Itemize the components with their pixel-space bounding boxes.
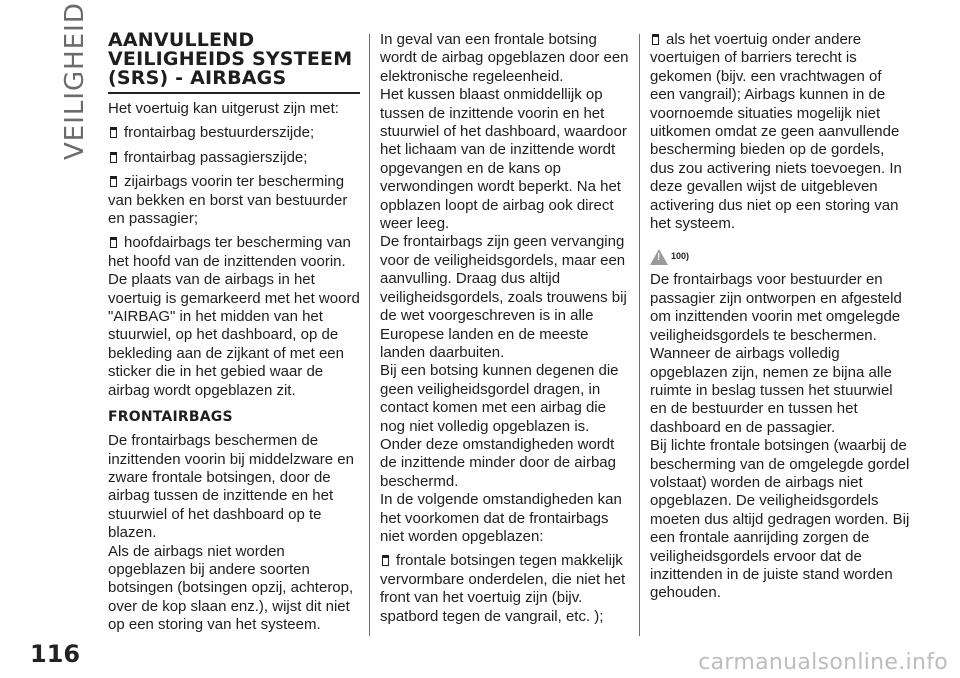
paragraph: De frontairbags beschermen de inzittenden voorin bij middelzware en zware frontale botsingen, door de airbag tussen de inzittende en het stuurwiel of het dashboard op te blazen. bbox=[108, 432, 354, 542]
list-item: hoofdairbags ter bescherming van het hoofd van de inzittenden voorin. bbox=[108, 234, 351, 270]
warning-triangle-icon bbox=[650, 249, 668, 265]
watermark: carmanualsonline.info bbox=[698, 650, 948, 675]
list-item: frontale botsingen tegen makkelijk vervormbare onderdelen, die niet het front van het voertuig zijn (bijv. spatbord tegen de vangrail, etc. ); bbox=[380, 552, 626, 625]
warning-ref-number: 100) bbox=[671, 251, 690, 262]
checkbox-bullet-icon bbox=[110, 176, 117, 187]
list-item: als het voertuig onder andere voertuigen of barriers terecht is gekomen (bijv. een vrachtwagen of een vangrail); Airbags kunnen in de voornoemde situaties mogelijk niet uitkomen omdat ze geen aanvullende bescherming bieden op de gordels, dus zou activering niets toevoegen. In deze gevallen wijst de uitgebleven activering dus niet op een storing van het systeem. bbox=[650, 31, 902, 233]
paragraph: In geval van een frontale botsing wordt de airbag opgeblazen door een elektronische regeleenheid. bbox=[380, 31, 629, 85]
paragraph: Het kussen blaast onmiddellijk op tussen de inzittende voorin en het stuurwiel of het dashboard, waardoor het lichaam van de inzittende wordt opgevangen en de kans op verwondingen wordt beperkt. Na het opblazen loopt de airbag ook direct weer leeg. bbox=[380, 86, 627, 233]
intro-text: Het voertuig kan uitgerust zijn met: bbox=[108, 100, 339, 117]
checkbox-bullet-icon bbox=[110, 237, 117, 248]
paragraph: Bij een botsing kunnen degenen die geen veiligheidsgordel dragen, in contact komen met een airbag die nog niet volledig opgeblazen is. Onder deze omstandigheden wordt de inzittende minder door de airbag beschermd. bbox=[380, 362, 619, 490]
paragraph: De plaats van de airbags in het voertuig is gemarkeerd met het woord "AIRBAG" in het midden van het stuurwiel, op het dashboard, op de bekleding aan de zijkant of met een sticker die in het gebied waar de airbag wordt opgeblazen zit. bbox=[108, 271, 360, 399]
paragraph: Als de airbags niet worden opgeblazen bij andere soorten botsingen (botsingen opzij, achterop, over de kop slaan enz.), wijst dit niet op een storing van het systeem. bbox=[108, 542, 354, 634]
checkbox-bullet-icon bbox=[652, 34, 659, 45]
list-item: frontairbag bestuurderszijde; bbox=[108, 124, 360, 142]
column-divider bbox=[369, 34, 370, 636]
checkbox-bullet-icon bbox=[382, 555, 389, 566]
column-divider bbox=[639, 34, 640, 636]
section-title: AANVULLEND VEILIGHEIDS SYSTEEM (SRS) - AIRBAGS bbox=[108, 31, 360, 94]
checkbox-bullet-icon bbox=[110, 127, 117, 138]
paragraph: Bij lichte frontale botsingen (waarbij de bescherming van de omgelegde gordel volstaat) worden de airbags niet opgeblazen. De veiligheidsgordels moeten dus altijd gedragen worden. Bij een frontale aanrijding zorgen de veiligheidsgordels ervoor dat de inzittenden in de juiste stand worden gehouden. bbox=[650, 437, 910, 602]
column-3 bbox=[650, 31, 910, 603]
chapter-side-title: VEILIGHEID bbox=[60, 2, 90, 160]
subsection-title: FRONTAIRBAGS bbox=[108, 409, 233, 426]
column-2 bbox=[380, 31, 630, 626]
paragraph: In de volgende omstandigheden kan het voorkomen dat de frontairbags niet worden opgeblazen: bbox=[380, 491, 622, 545]
paragraph: De frontairbags zijn geen vervanging voor de veiligheidsgordels, maar een aanvulling. Draag dus altijd veiligheidsgordels, zoals trouwens bij de wet voorgeschreven is in alle Europese landen en de meeste landen daarbuiten. bbox=[380, 233, 627, 361]
paragraph: De frontairbags voor bestuurder en passagier zijn ontworpen en afgesteld om inzittenden voorin met omgelegde veiligheidsgordels te beschermen. Wanneer de airbags volledig opgeblazen zijn, nemen ze bijna alle ruimte in beslag tussen het stuurwiel en de bestuurder en tussen het dashboard en de passagier. bbox=[650, 271, 902, 436]
list-item: zijairbags voorin ter bescherming van bekken en borst van bestuurder en passagier; bbox=[108, 173, 348, 228]
checkbox-bullet-icon bbox=[110, 152, 117, 163]
warning-reference bbox=[650, 247, 910, 267]
list-item: frontairbag passagierszijde; bbox=[108, 149, 360, 167]
page-number: 116 bbox=[30, 640, 81, 668]
column-1 bbox=[108, 31, 360, 635]
